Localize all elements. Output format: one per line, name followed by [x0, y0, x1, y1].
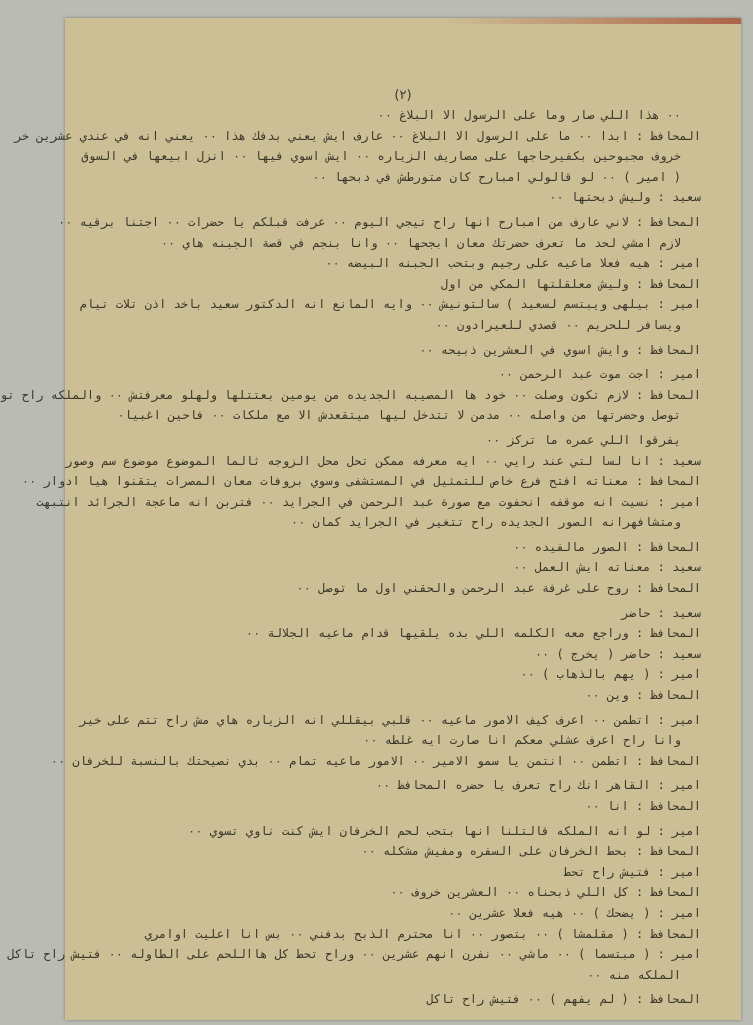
- text-line: يفرقوا اللي عمره ما تركز ٠٠: [485, 432, 681, 447]
- text-line: المحافظ : وين ٠٠: [585, 688, 701, 703]
- text-line: توصل وحضرتها من واصله ٠٠ مدمن لا تتدخل ليها ميتقعدش الا مع ملكات ٠٠ فاحين اغبيا٠: [117, 408, 681, 423]
- text-line: ويسافر للحريم ٠٠ قصدي للعيرادون ٠٠: [435, 317, 681, 332]
- text-line: المحافظ : لاني عارف من امبارح انها راح تيجي اليوم ٠٠ عرفت قبلكم يا حضرات ٠٠ اجتنا برقيه ٠٠: [57, 214, 701, 229]
- text-line: امير : اجت موت عبد الرحمن ٠٠: [498, 367, 701, 382]
- text-line: المحافظ : الصور مالفيده ٠٠: [513, 539, 701, 554]
- text-line: الملكه منه ٠٠: [587, 967, 681, 982]
- text-line: المحافظ : بحط الخرفان على السفره ومفيش مشكله ٠٠: [361, 844, 701, 859]
- text-line: امير : ( مبتسما ) ٠٠ ماشي ٠٠ نفرن انهم عشرين ٠٠ وراح تحط كل هااللحم على الطاوله ٠٠ فتيش راح تاكل: [7, 947, 701, 962]
- page-edge-mark: [441, 18, 741, 24]
- text-line: المحافظ : كل اللي ذبحناه ٠٠ العشرين خروف ٠٠: [390, 885, 701, 900]
- text-line: المحافظ : وراجع معه الكلمه اللي بده يلقيها قدام ماعيه الجلالة ٠٠: [245, 626, 701, 641]
- text-line: امير : فتيش راح تحط: [563, 864, 701, 879]
- text-line: ومتشافهرانه الصور الجديده راح تتغير في الجرايد كمان ٠٠: [290, 515, 681, 530]
- text-line: امير : اتطمن ٠٠ اعرف كيف الامور ماعيه ٠٠ قلبي بيقللي انه الزياره هاي مش راح تتم على خير: [79, 712, 701, 727]
- text-line: وانا راح اعرف عشلي معكم انا صارت ايه غلطه ٠٠: [363, 733, 681, 748]
- text-line: ٠٠ هذا اللي صار وما على الرسول الا البلاغ ٠٠: [377, 108, 681, 122]
- text-line: امير : بيلهى ويبتسم لسعيد ) سالتونيش ٠٠ وايه المانع انه الدكتور سعيد باخد اذن تلات تيام: [79, 297, 701, 312]
- text-line: خروف مجبوحين بكفيرحاجها على مصاريف الزياره ٠٠ ايش اسوي فيها ٠٠ انزل ابيعها في السوق: [81, 149, 681, 164]
- text-line: المحافظ : معناته افتح فرع خاص للتمثيل في المستشفى وسوي بروفات معان المصرات يتقنوا هيا ادوار ٠٠: [21, 474, 701, 489]
- text-line: امير : هيه فعلا ماعيه على رجيم وبتحب الجبنه البيضه ٠٠: [325, 256, 701, 271]
- text-line: سعيد : انا لسا لتي عند رايي ٠٠ ايه معرفه ممكن تحل محل الزوجه ثالما الموضوع موضوع سم وصور: [65, 453, 701, 468]
- text-line: امير : لو انه الملكه قالتلنا انها بتحب لحم الخرفان ايش كنت ناوي تسوي ٠٠: [188, 823, 701, 838]
- text-line: المحافظ : انا ٠٠: [585, 799, 701, 813]
- text-line: ( امير ) ٠٠ لو قالولي امبارح كان متورطش في دبحها ٠٠: [312, 169, 681, 184]
- text-line: المحافظ : لازم تكون وصلت ٠٠ خود ها المصيبه الجديده من يومين بعتتلها ولهلو معرفتش ٠٠ والملكه راح تو: [0, 387, 701, 402]
- text-line: امير : ( يهم بالذهاب ) ٠٠: [520, 667, 701, 682]
- text-line: المحافظ : ( لم يفهم ) ٠٠ فتيش راح تاكل: [426, 992, 701, 1007]
- text-line: سعيد : معناته ايش العمل ٠٠: [513, 560, 701, 575]
- text-line: المحافظ : ( مقلمشا ) ٠٠ بتصور ٠٠ انا محترم الذبح بدفني ٠٠ بس انا اعليت اوامري: [144, 926, 701, 941]
- text-line: المحافظ : وليش معلقلتها المكي من اول: [440, 276, 701, 291]
- text-line: سعيد : حاضر: [621, 605, 701, 620]
- text-line: سعيد : حاضر ( يخرج ) ٠٠: [534, 646, 701, 661]
- text-line: لازم امشي لحد ما تعرف حضرتك معان ابجحها ٠٠ وانا بنجم في قصة الجبنه هاي ٠٠: [160, 235, 681, 250]
- text-line: امير : نسيت انه موقفه انحفوت مع صورة عبد الرحمن في الجرايد ٠٠ فتربن انه ماعجة الجرائد انتبهت: [36, 494, 701, 509]
- page-number: (٢): [394, 88, 412, 103]
- text-line: سعيد : وليش دبحتها ٠٠: [549, 190, 701, 205]
- text-line: المحافظ : وايش اسوي في العشرين ذبيحه ٠٠: [419, 342, 701, 357]
- script-text: [0, 105, 701, 1010]
- text-line: امير : ( يضحك ) ٠٠ هيه فعلا عشرين ٠٠: [448, 905, 701, 920]
- text-line: المحافظ : روح على غرفة عبد الرحمن والحقني اول ما توصل ٠٠: [296, 581, 701, 596]
- text-line: المحافظ : ابدا ٠٠ ما على الرسول الا البلاغ ٠٠ عارف ايش يعني بدفك هذا ٠٠ يعني انه في عندي عشرين خر: [14, 128, 701, 143]
- text-line: امير : القاهر انك راح تعرف يا حضره المحافظ ٠٠: [375, 778, 701, 793]
- text-line: المحافظ : اتطمن ٠٠ انتمن يا سمو الامير ٠٠ الامور ماعيه تمام ٠٠ بدي نصيحتك بالنسبة للخرفان ٠٠: [50, 753, 701, 768]
- document-page: [0, 18, 741, 1020]
